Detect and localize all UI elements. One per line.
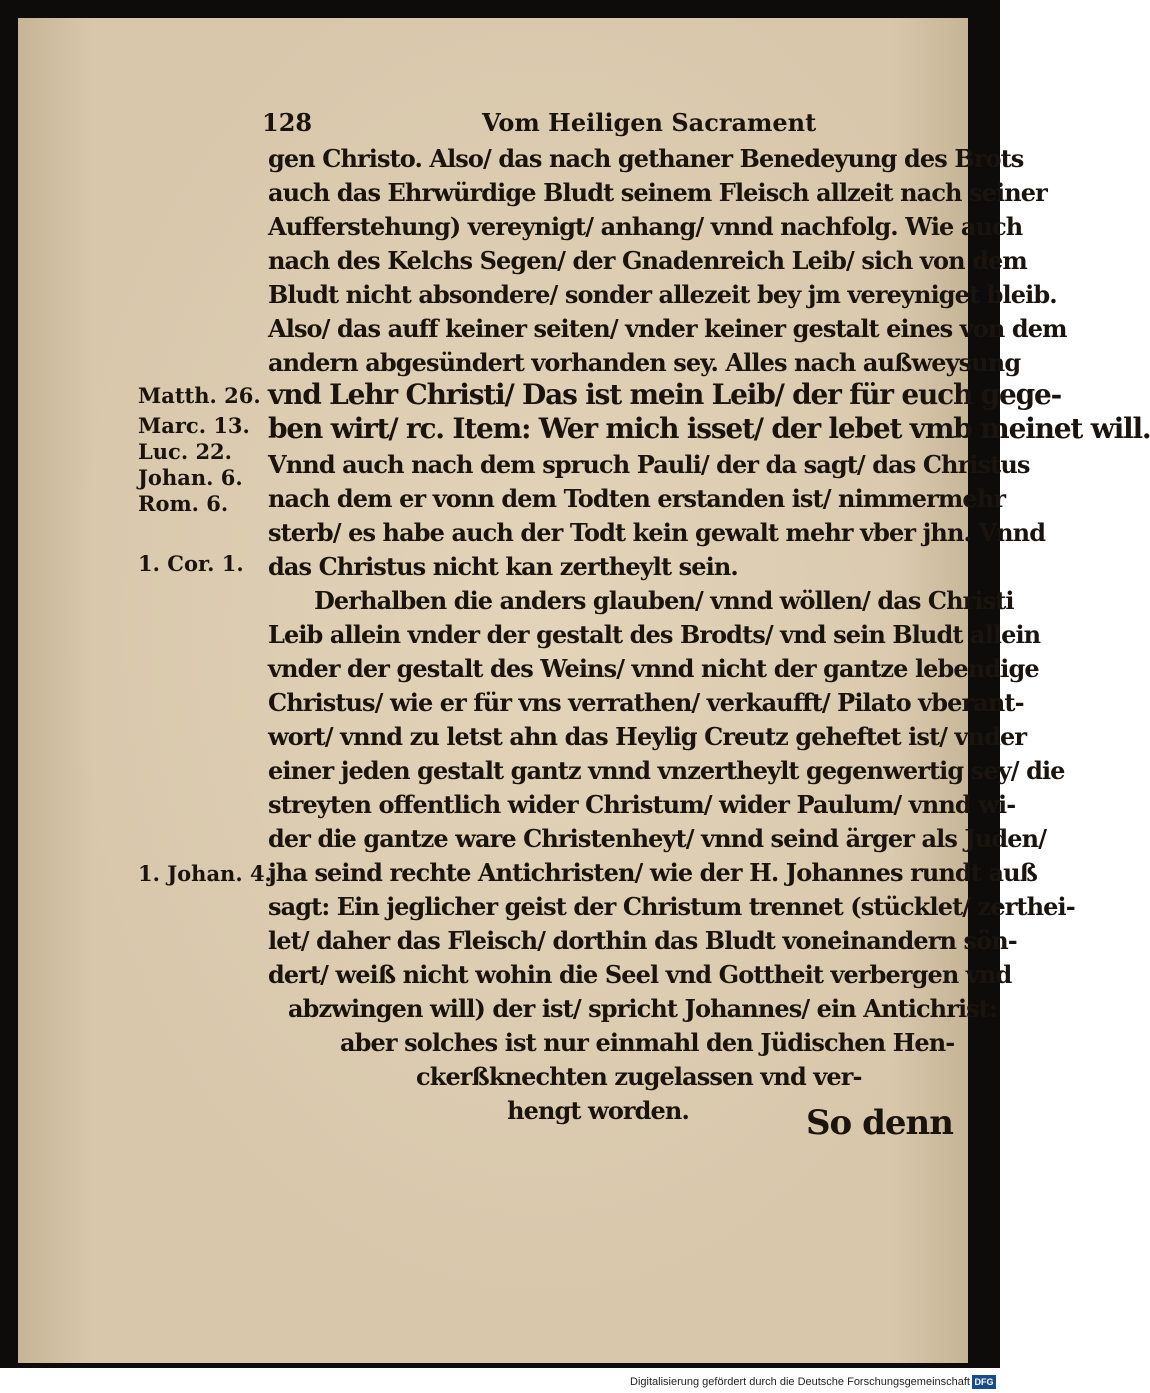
dfg-logo: DFG	[972, 1375, 996, 1389]
text-line: Vnnd auch nach dem spruch Pauli/ der da sagt/ das Christus	[268, 450, 1030, 479]
text-line: Derhalben die anders glauben/ vnnd wöllen/ das Christi	[314, 586, 1014, 615]
digitization-footer	[600, 1374, 998, 1392]
footer-credit: Digitalisierung gefördert durch die Deutsche Forschungsgemeinschaft	[630, 1376, 970, 1388]
text-line: andern abgesündert vorhanden sey. Alles nach außweysung	[268, 348, 1021, 377]
text-line: vnd Lehr Christi/ Das ist mein Leib/ der für euch gege-	[268, 378, 1062, 411]
text-line: das Christus nicht kan zertheylt sein.	[268, 552, 738, 581]
book-page	[18, 18, 1150, 1363]
text-line: sagt: Ein jeglicher geist der Christum trennet (stücklet/ zerthei-	[268, 892, 1075, 921]
marginal-note: Matth. 26.	[138, 383, 261, 408]
text-line: nach des Kelchs Segen/ der Gnadenreich Leib/ sich von dem	[268, 246, 1027, 275]
text-line: hengt worden.	[507, 1096, 689, 1125]
text-line: nach dem er vonn dem Todten erstanden ist/ nimmermehr	[268, 484, 1006, 513]
marginal-note: 1. Johan. 4.	[138, 861, 272, 886]
text-line: Also/ das auff keiner seiten/ vnder keiner gestalt eines von dem	[268, 314, 1067, 343]
text-line: jha seind rechte Antichristen/ wie der H. Johannes rundt auß	[268, 858, 1037, 887]
marginal-note: Rom. 6.	[138, 491, 229, 516]
marginal-note: 1. Cor. 1.	[138, 551, 244, 576]
marginal-note: Luc. 22.	[138, 439, 232, 464]
text-line: Christus/ wie er für vns verrathen/ verkaufft/ Pilato vberant-	[268, 688, 1024, 717]
text-line: auch das Ehrwürdige Bludt seinem Fleisch allzeit nach seiner	[268, 178, 1047, 207]
text-line: streyten offentlich wider Christum/ wider Paulum/ vnnd wi-	[268, 790, 1016, 819]
text-line: einer jeden gestalt gantz vnnd vnzertheylt gegenwertig sey/ die	[268, 756, 1065, 785]
text-line: wort/ vnnd zu letst ahn das Heylig Creutz geheftet ist/ vnder	[268, 722, 1027, 751]
text-line: ckerßknechten zugelassen vnd ver-	[416, 1062, 862, 1091]
text-line: Bludt nicht absondere/ sonder allezeit bey jm vereyniget bleib.	[268, 280, 1057, 309]
text-line: Leib allein vnder der gestalt des Brodts/ vnd sein Bludt allein	[268, 620, 1041, 649]
text-line: dert/ weiß nicht wohin die Seel vnd Gottheit verbergen vnd	[268, 960, 1012, 989]
catchword: So denn	[806, 1103, 953, 1143]
text-line: der die gantze ware Christenheyt/ vnnd seind ärger als Juden/	[268, 824, 1047, 853]
text-line: aber solches ist nur einmahl den Jüdischen Hen-	[340, 1028, 955, 1057]
text-line: let/ daher das Fleisch/ dorthin das Bludt voneinandern sön-	[268, 926, 1017, 955]
text-line: gen Christo. Also/ das nach gethaner Benedeyung des Brots	[268, 144, 1024, 173]
text-line: ben wirt/ rc. Item: Wer mich isset/ der lebet vmb meinet will.	[268, 412, 1150, 445]
text-line: sterb/ es habe auch der Todt kein gewalt mehr vber jhn. Vnnd	[268, 518, 1046, 547]
marginal-note: Marc. 13.	[138, 413, 250, 438]
text-line: vnder der gestalt des Weins/ vnnd nicht der gantze lebendige	[268, 654, 1039, 683]
running-head-title: Vom Heiligen Sacrament	[482, 108, 817, 137]
marginal-note: Johan. 6.	[138, 465, 243, 490]
running-head	[262, 108, 817, 144]
text-line: abzwingen will) der ist/ spricht Johannes/ ein Antichrist:	[288, 994, 997, 1023]
page-number: 128	[262, 108, 313, 137]
text-line: Aufferstehung) vereynigt/ anhang/ vnnd nachfolg. Wie auch	[268, 212, 1023, 241]
